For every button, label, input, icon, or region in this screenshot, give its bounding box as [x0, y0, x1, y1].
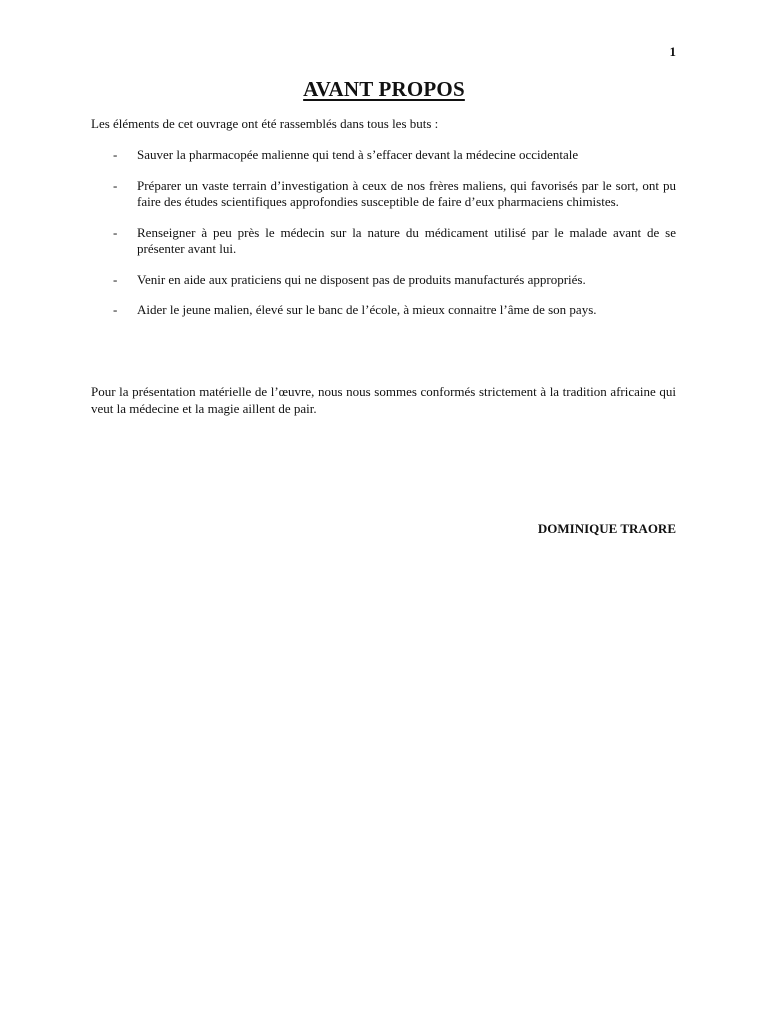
closing-paragraph: Pour la présentation matérielle de l’œuvre, nous nous sommes conformés strictement à la tradition africaine qui veut la médecine et la magie aillent de pair. — [91, 384, 676, 416]
list-item-text: Aider le jeune malien, élevé sur le banc de l’école, à mieux connaitre l’âme de son pays. — [137, 302, 597, 317]
list-item-text: Renseigner à peu près le médecin sur la nature du médicament utilisé par le malade avant de se présenter avant lui. — [137, 224, 676, 256]
bullet-marker: - — [113, 224, 118, 240]
list-item-text: Sauver la pharmacopée malienne qui tend à s’effacer devant la médecine occidentale — [137, 147, 579, 162]
list-item — [91, 302, 676, 319]
list-item — [91, 178, 676, 211]
list-item-text: Préparer un vaste terrain d’investigation à ceux de nos frères maliens, qui favorisés par le sort, ont pu faire des études scientifiques approfondies susceptible de faire d’eux pharmaciens chimistes. — [137, 177, 676, 209]
author-signature: DOMINIQUE TRAORE — [537, 521, 676, 536]
bullet-marker: - — [113, 147, 118, 162]
bullet-marker: - — [113, 302, 118, 317]
bullet-marker: - — [113, 177, 118, 193]
page-title: AVANT PROPOS — [303, 77, 465, 101]
list-item — [91, 225, 676, 258]
page-number: 1 — [669, 44, 676, 59]
intro-paragraph: Les éléments de cet ouvrage ont été rassemblés dans tous les buts : — [91, 116, 439, 131]
bullet-marker: - — [113, 271, 118, 287]
purpose-list — [91, 147, 676, 333]
list-item — [91, 272, 676, 289]
list-item-text: Venir en aide aux praticiens qui ne disposent pas de produits manufacturés appropriés. — [137, 271, 586, 287]
list-item — [91, 147, 676, 164]
